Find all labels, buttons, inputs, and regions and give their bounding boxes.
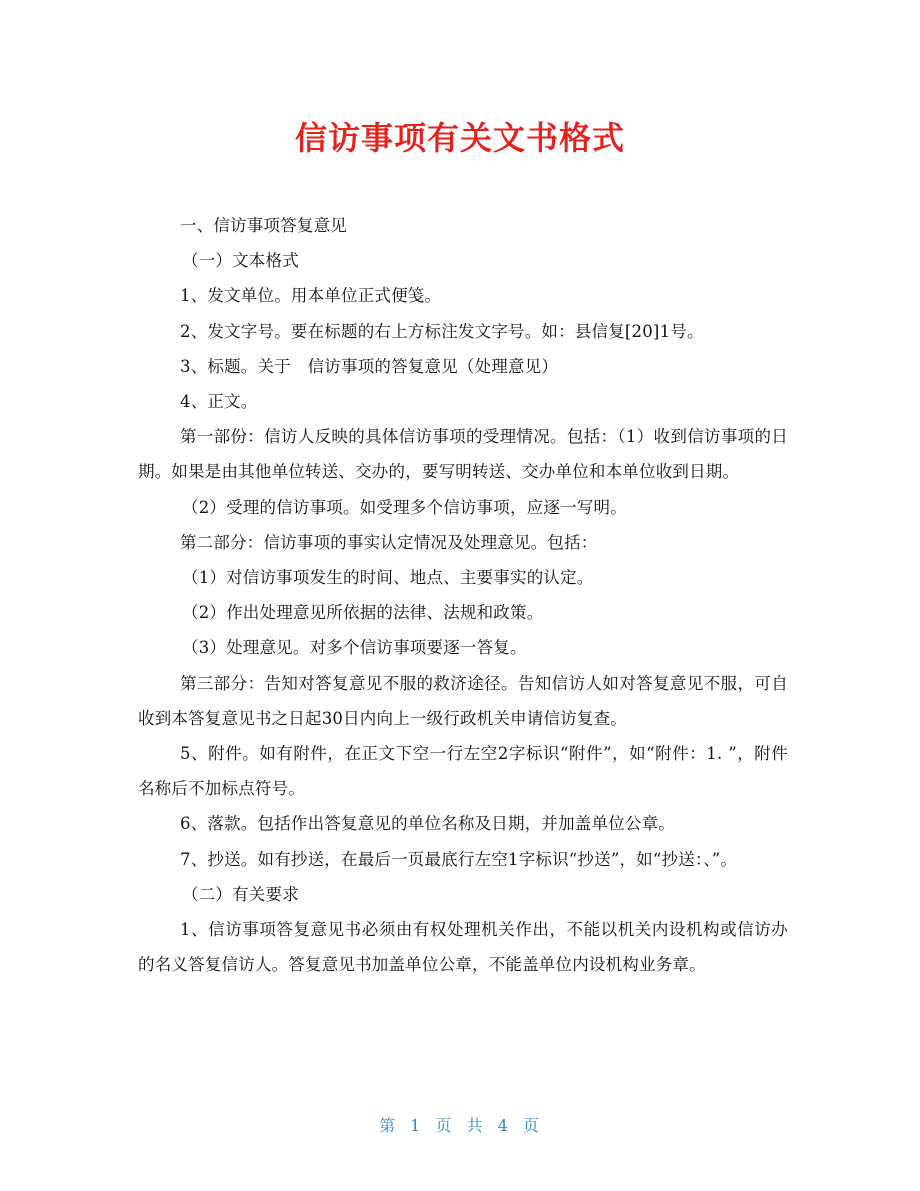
heading-section-1: 一、信访事项答复意见 — [180, 216, 347, 235]
paragraph-part-two: 第二部分：信访事项的事实认定情况及处理意见。包括： — [180, 532, 598, 552]
paragraph-part-two-item-1: （1）对信访事项发生的时间、地点、主要事实的认定。 — [182, 568, 594, 588]
paragraph-document-number: 2、发文字号。要在标题的右上方标注发文字号。如：县信复[20]1号。 — [180, 321, 704, 341]
paragraph-part-two-item-3: （3）处理意见。对多个信访事项要逐一答复。 — [182, 638, 527, 658]
paragraph-part-three: 第三部分：告知对答复意见不服的救济途径。告知信访人如对答复意见不服，可自收到本答复意见书之日起30日内向上一级行政机关申请信访复查。 — [138, 673, 788, 728]
paragraph-main-text: 4、正文。 — [180, 392, 258, 412]
paragraph-attachment: 5、附件。如有附件，在正文下空一行左空2字标识“附件”，如“附件：1. ”，附件名称后不加标点符号。 — [138, 744, 788, 799]
paragraph-part-one: 第一部份：信访人反映的具体信访事项的受理情况。包括：（1）收到信访事项的日期。如果是由其他单位转送、交办的，要写明转送、交办单位和本单位收到日期。 — [138, 427, 788, 482]
heading-subsection-requirements: （二）有关要求 — [182, 884, 299, 904]
document-title: 信访事项有关文书格式 — [294, 119, 625, 157]
paragraph-part-one-item-2: （2）受理的信访事项。如受理多个信访事项，应逐一写明。 — [182, 497, 627, 517]
paragraph-part-two-item-2: （2）作出处理意见所依据的法律、法规和政策。 — [182, 603, 544, 623]
paragraph-issuing-unit: 1、发文单位。用本单位正式便笺。 — [180, 286, 442, 306]
paragraph-cc: 7、抄送。如有抄送，在最后一页最底行左空1字标识“抄送”，如“抄送：、”。 — [180, 849, 738, 869]
paragraph-title-rule: 3、标题。关于 信访事项的答复意见（处理意见） — [180, 356, 559, 376]
page-number-footer: 第 1 页 共 4 页 — [379, 1116, 541, 1135]
document-body — [138, 208, 788, 982]
paragraph-signature: 6、落款。包括作出答复意见的单位名称及日期，并加盖单位公章。 — [180, 814, 675, 834]
heading-subsection-text-format: （一）文本格式 — [182, 251, 299, 271]
paragraph-requirement-1: 1、信访事项答复意见书必须由有权处理机关作出，不能以机关内设机构或信访办的名义答复信访人。答复意见书加盖单位公章，不能盖单位内设机构业务章。 — [138, 920, 788, 975]
